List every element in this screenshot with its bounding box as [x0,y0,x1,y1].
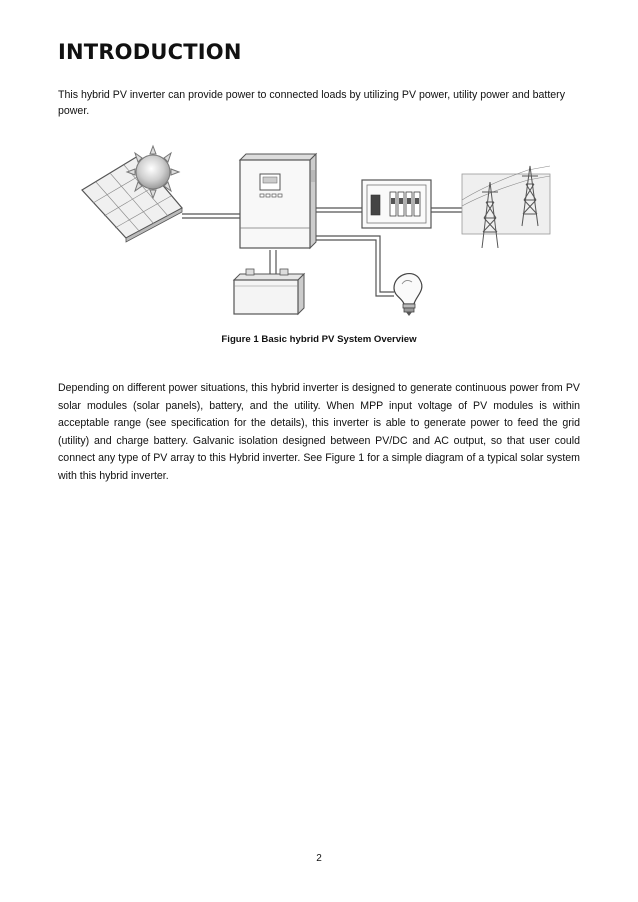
figure-caption: Figure 1 Basic hybrid PV System Overview [221,334,417,345]
hybrid-inverter [240,154,316,248]
page-title: INTRODUCTION [58,40,242,64]
light-bulb-icon [394,274,422,316]
sun-icon [127,146,179,198]
battery [234,269,304,314]
page-number: 2 [316,853,322,864]
distribution-box [362,180,431,228]
system-overview-diagram [58,140,580,320]
intro-paragraph: This hybrid PV inverter can provide power to connected loads by utilizing PV power, utility power and battery power. [58,89,565,117]
utility-grid [462,166,550,248]
body-paragraph: Depending on different power situations, this hybrid inverter is designed to generate continuous power from PV solar modules (solar panels), battery, and the utility. When MPP input voltage of PV modules is within acceptable range (see specification for the details), this inverter is able to generate power to feed the grid (utility) and charge battery. Galvanic isolation designed between PV/DC and AC output, so that user could connect any type of PV array to this Hybrid inverter. See Figure 1 for a simple diagram of a typical solar system with this hybrid inverter. [58,382,580,482]
